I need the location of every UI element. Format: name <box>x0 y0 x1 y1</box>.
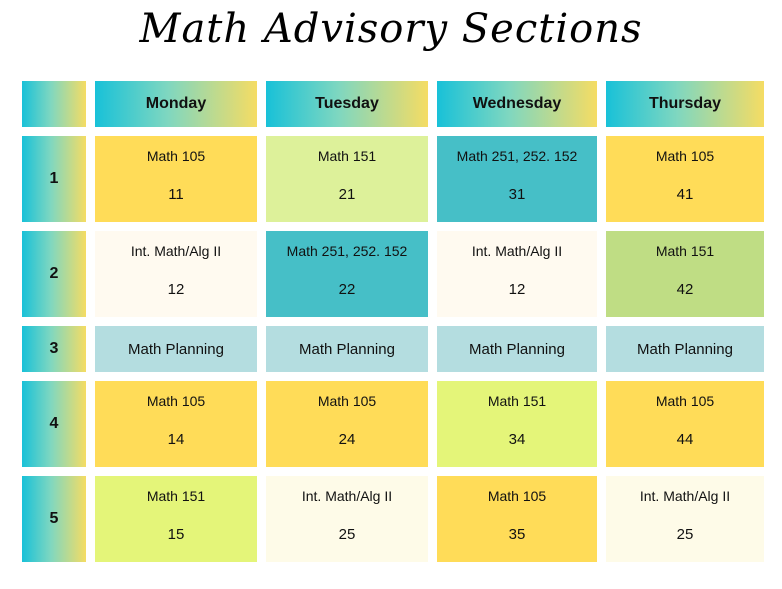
class-cell <box>606 136 764 222</box>
course-name: Math 151 <box>655 243 715 259</box>
section-number: 42 <box>676 281 694 298</box>
class-cell <box>95 381 257 467</box>
class-cell <box>437 476 597 562</box>
course-name: Math 105 <box>317 393 377 409</box>
section-number: 22 <box>338 281 356 298</box>
class-cell <box>95 136 257 222</box>
section-number: 44 <box>676 431 694 448</box>
class-cell <box>95 231 257 317</box>
period-label: 3 <box>22 326 86 372</box>
class-cell <box>95 476 257 562</box>
planning-cell: Math Planning <box>437 326 597 372</box>
page-title: Math Advisory Sections <box>139 6 643 52</box>
class-cell <box>437 381 597 467</box>
class-cell <box>437 136 597 222</box>
class-cell <box>606 476 764 562</box>
section-number: 24 <box>338 431 356 448</box>
planning-cell: Math Planning <box>95 326 257 372</box>
day-header-tuesday: Tuesday <box>266 81 428 127</box>
course-name: Math 105 <box>146 393 206 409</box>
course-name: Math 251, 252. 152 <box>456 148 578 164</box>
section-number: 15 <box>167 526 185 543</box>
period-label: 2 <box>22 231 86 317</box>
period-label: 1 <box>22 136 86 222</box>
planning-cell: Math Planning <box>606 326 764 372</box>
schedule-table <box>22 81 764 562</box>
section-number: 35 <box>508 526 526 543</box>
class-cell <box>266 231 428 317</box>
class-cell <box>266 476 428 562</box>
class-cell <box>606 381 764 467</box>
section-number: 12 <box>167 281 185 298</box>
day-header-wednesday: Wednesday <box>437 81 597 127</box>
section-number: 25 <box>338 526 356 543</box>
section-number: 25 <box>676 526 694 543</box>
section-number: 21 <box>338 186 356 203</box>
section-number: 31 <box>508 186 526 203</box>
course-name: Int. Math/Alg II <box>471 243 563 259</box>
section-number: 11 <box>168 186 184 203</box>
day-header-thursday: Thursday <box>606 81 764 127</box>
course-name: Math 105 <box>655 393 715 409</box>
course-name: Int. Math/Alg II <box>639 488 731 504</box>
course-name: Math 151 <box>146 488 206 504</box>
course-name: Math 151 <box>487 393 547 409</box>
planning-cell: Math Planning <box>266 326 428 372</box>
course-name: Int. Math/Alg II <box>130 243 222 259</box>
course-name: Math 105 <box>146 148 206 164</box>
course-name: Math 151 <box>317 148 377 164</box>
class-cell <box>606 231 764 317</box>
course-name: Math 105 <box>487 488 547 504</box>
day-header-monday: Monday <box>95 81 257 127</box>
corner-header <box>22 81 86 127</box>
period-label: 4 <box>22 381 86 467</box>
class-cell <box>437 231 597 317</box>
course-name: Math 251, 252. 152 <box>286 243 408 259</box>
section-number: 41 <box>676 186 694 203</box>
period-label: 5 <box>22 476 86 562</box>
section-number: 12 <box>508 281 526 298</box>
course-name: Math 105 <box>655 148 715 164</box>
class-cell <box>266 136 428 222</box>
class-cell <box>266 381 428 467</box>
section-number: 14 <box>167 431 185 448</box>
course-name: Int. Math/Alg II <box>301 488 393 504</box>
section-number: 34 <box>508 431 526 448</box>
